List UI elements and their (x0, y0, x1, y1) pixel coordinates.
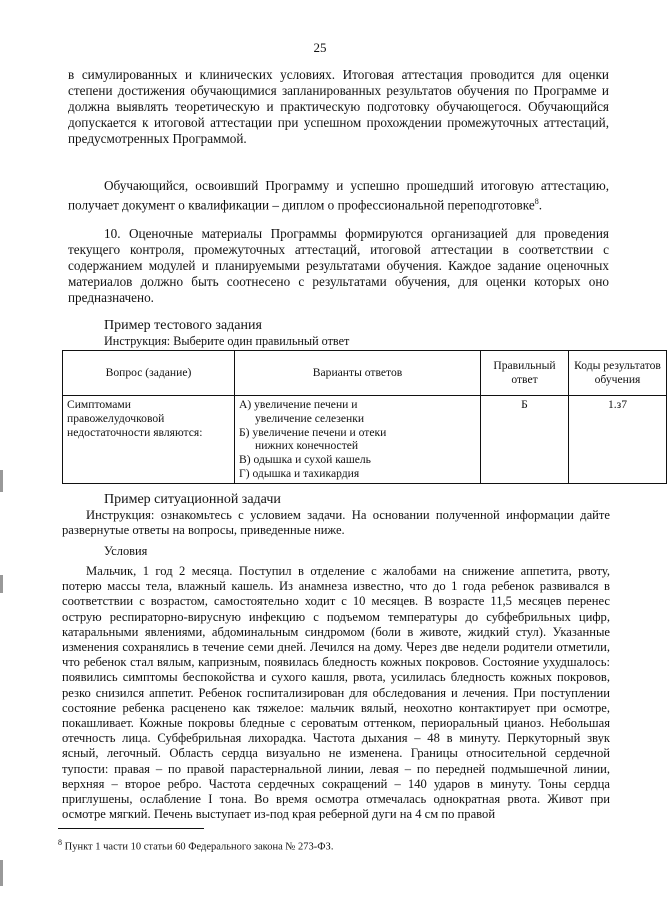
answer-option (239, 453, 476, 467)
question-cell: Симптомами правожелудочковой недостаточности являются: (63, 396, 235, 484)
footnote-text: Пункт 1 части 10 статьи 60 Федерального закона № 273-ФЗ. (62, 841, 334, 853)
case-text: Мальчик, 1 год 2 месяца. Поступил в отделение с жалобами на снижение аппетита, рвоту, потерю массы тела, влажный кашель. Из анамнеза известно, что до 1 года ребенок развивался в соответствии с возрастом, самостоятельно ходит с 10 месяцев. В возрасте 11,5 месяцев перенес острую респираторно-вирусную инфекцию с подъемом температуры до субфебрильных цифр, катаральными явлениями, абдоминальным синдромом (боли в животе, жидкий стул). Указанные изменения сохранялись в течение семи дней. Лечился на дому. Через две недели родители отметили, что ребенок стал вялым, капризным, появилась бледность кожных покровов. Состояние ухудшалось: появились симптомы беспокойства и сухого кашля, рвота, усилилась бледность кожных покровов, резко снизился аппетит. Ребенок госпитализирован для обследования и лечения. При поступлении состояние ребенка расценено как тяжелое: мальчик вялый, неохотно контактирует при осмотре, покашливает. Кожные покровы бледные с сероватым оттенком, периоральный цианоз. Небольшая отечность лица. Субфебрильная лихорадка. Частота дыхания – 48 в минуту. Перкуторный звук ясный, легочный. Область сердца визуально не изменена. Границы относительной сердечной тупости: правая – по правой парастернальной линии, левая – по передней подмышечной линии, верхняя – второе ребро. Частота сердечных сокращений – 140 ударов в минуту. Тоны сердца приглушены, ослабление I тона. Во время осмотра отмечалась однократная рвота. Живот при осмотре мягкий. Печень выступает из-под края реберной дуги на 4 см по правой (62, 564, 610, 822)
option-text: Б) увеличение печени и отеки (239, 425, 387, 439)
paragraph-end: . (538, 197, 543, 213)
header-options: Варианты ответов (235, 351, 481, 396)
footnote-divider (58, 828, 204, 829)
scan-edge-mark (0, 575, 3, 593)
paragraph-text: Обучающийся, освоивший Программу и успешно прошедший итоговую аттестацию, получает документ о квалификации – диплом о профессиональной переподготовке (68, 178, 609, 213)
option-text: Г) одышка и тахикардия (239, 466, 360, 480)
table-row (63, 396, 667, 484)
situational-task-title: Пример ситуационной задачи (104, 492, 281, 507)
option-text: А) увеличение печени и (239, 398, 358, 411)
test-example-title: Пример тестового задания (104, 318, 262, 333)
case-conditions (62, 564, 610, 822)
answer-option (239, 467, 476, 481)
paragraph-assessment-materials (68, 226, 609, 306)
answer-option (239, 398, 476, 426)
answer-option (239, 426, 476, 454)
option-text: В) одышка и сухой кашель (239, 453, 371, 467)
option-text-continuation: нижних конечностей (255, 439, 359, 453)
paragraph-text: в симулированных и клинических условиях. Итоговая аттестация проводится для оценки степени достижения обучающимися запланированных результатов обучения по Программе и должна выявлять теоретическую и практическую подготовку обучающегося. Обучающийся допускается к итоговой аттестации при успешном прохождении промежуточных аттестаций, предусмотренных Программой. (68, 67, 609, 146)
table-header-row (63, 351, 667, 396)
header-result-codes: Коды результатов обучения (569, 351, 667, 396)
paragraph-diploma (68, 178, 609, 213)
instruction-text: Инструкция: ознакомьтесь с условием задачи. На основании полученной информации дайте развернутые ответы на вопросы, приведенные ниже. (62, 508, 610, 538)
footnote-mark: 8 (58, 838, 62, 847)
paragraph-final-attestation (68, 67, 609, 147)
header-correct-answer: Правильный ответ (481, 351, 569, 396)
page-number: 25 (313, 40, 327, 55)
options-cell (235, 396, 481, 484)
header-question: Вопрос (задание) (63, 351, 235, 396)
conditions-label: Условия (104, 544, 148, 558)
footnote-reference: 8 (534, 196, 539, 206)
scan-edge-mark (0, 860, 3, 886)
test-example-instruction: Инструкция: Выберите один правильный ответ (104, 334, 350, 348)
situational-instruction (62, 508, 610, 538)
option-text-continuation: увеличение селезенки (255, 411, 365, 425)
correct-answer-cell: Б (481, 396, 569, 484)
footnote (58, 838, 333, 853)
test-table (62, 350, 667, 484)
paragraph-text: 10. Оценочные материалы Программы формируются организацией для проведения текущего контроля, промежуточных аттестаций, итоговой аттестации в соответствии с содержанием модулей и планируемыми результатами обучения. Каждое задание оценочных материалов должно быть соотнесено с результатами обучения, для оценки которых оно предназначено. (68, 226, 609, 305)
result-code-cell: 1.з7 (569, 396, 667, 484)
scan-edge-mark (0, 470, 3, 492)
